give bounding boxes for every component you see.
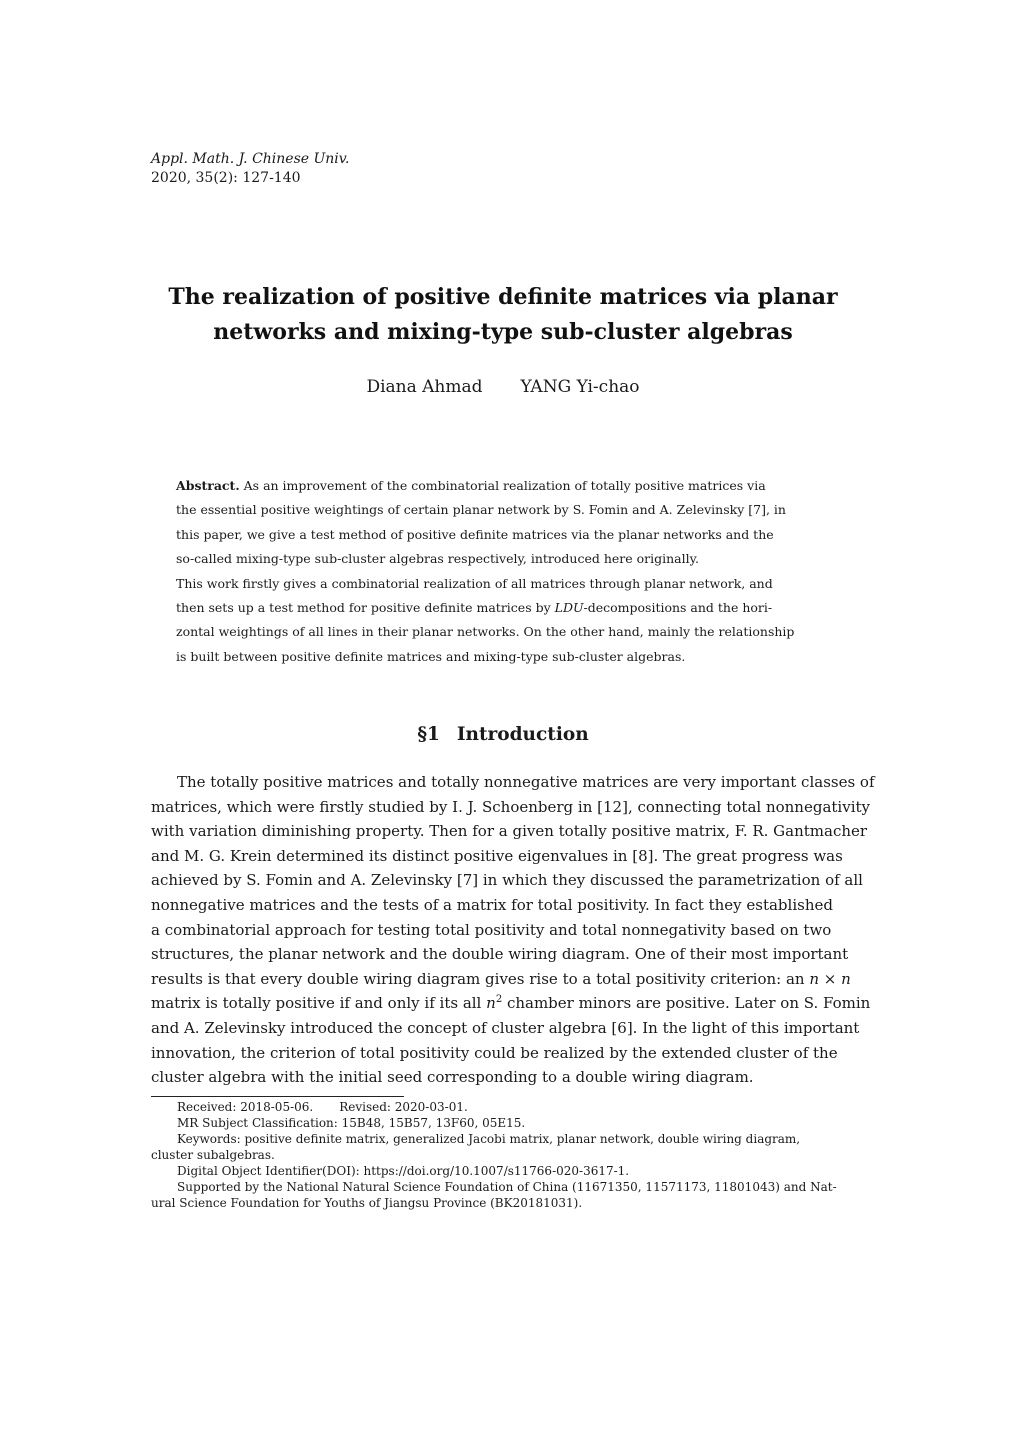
author-2: YANG Yi-chao [520,377,640,397]
abstract-line: so-called mixing-type sub-cluster algebras respectively, introduced here originally. [176,551,699,567]
footnotes [151,1099,856,1211]
footnote-support-cont: ural Science Foundation for Youths of Jiangsu Province (BK20181031). [151,1196,583,1210]
body-line: with variation diminishing property. Then for a given totally positive matrix, F. R. Gantmacher [151,822,868,841]
section-title: Introduction [456,724,589,745]
abstract [176,474,831,669]
abstract-line: this paper, we give a test method of positive definite matrices via the planar networks and the [176,526,774,542]
body-line: and A. Zelevinsky introduced the concept of cluster algebra [6]. In the light of this important [151,1018,860,1037]
abstract-line: zontal weightings of all lines in their planar networks. On the other hand, mainly the relationship [176,624,795,640]
journal-name: Appl. Math. J. Chinese Univ. [151,151,350,167]
footnote-support: Supported by the National Natural Science Foundation of China (11671350, 11571173, 11801043) and Nat- [177,1180,837,1194]
footnote-keywords: Keywords: positive definite matrix, generalized Jacobi matrix, planar network, double wiring diagram, [177,1132,801,1146]
footnote-msc: MR Subject Classification: 15B48, 15B57, 13F60, 05E15. [177,1116,526,1130]
ldu-math: LDU [554,600,584,616]
author-list [0,377,1006,397]
abstract-line: then sets up a test method for positive definite matrices by LDU-decompositions and the hori- [176,600,773,616]
footnote-rule [151,1096,404,1097]
section-heading [0,724,1006,745]
body-line: results is that every double wiring diagram gives rise to a total positivity criterion: an n × n [151,969,851,988]
abstract-line: Abstract. As an improvement of the combinatorial realization of totally positive matrices via [176,478,766,493]
body-line: innovation, the criterion of total positivity could be realized by the extended cluster of the [151,1043,838,1062]
footnote-keywords-cont: cluster subalgebras. [151,1148,275,1162]
n-math: n [486,994,496,1013]
exponent: 2 [495,994,503,1006]
journal-citation: 2020, 35(2): 127-140 [151,170,301,186]
body-text [151,770,875,1090]
journal-header [151,150,349,188]
abstract-line: is built between positive definite matrices and mixing-type sub-cluster algebras. [176,648,686,664]
body-line: The totally positive matrices and totally nonnegative matrices are very important classes of [177,773,875,791]
body-line: matrix is totally positive if and only if its all $n^2$ chamber minors are positive. Later on S. Fomin [151,994,871,1013]
body-line: cluster algebra with the initial seed corresponding to a double wiring diagram. [151,1068,754,1087]
title-line-2: networks and mixing-type sub-cluster algebras [213,319,793,345]
abstract-line: This work firstly gives a combinatorial realization of all matrices through planar network, and [176,575,773,591]
body-line: a combinatorial approach for testing total positivity and total nonnegativity based on two [151,920,832,939]
body-line: and M. G. Krein determined its distinct positive eigenvalues in [8]. The great progress was [151,846,843,865]
nxn-math: n × n [809,969,851,988]
footnote-dates: Received: 2018-05-06. Revised: 2020-03-01. [177,1100,468,1114]
body-line: matrices, which were firstly studied by I. J. Schoenberg in [12], connecting total nonnegativity [151,797,870,816]
section-number: §1 [417,724,440,745]
body-line: structures, the planar network and the double wiring diagram. One of their most important [151,945,849,964]
abstract-line: the essential positive weightings of certain planar network by S. Fomin and A. Zelevinsky [7], in [176,502,786,518]
author-1: Diana Ahmad [366,377,483,397]
body-line: achieved by S. Fomin and A. Zelevinsky [7] in which they discussed the parametrization of all [151,871,863,890]
footnote-doi: Digital Object Identifier(DOI): https://doi.org/10.1007/s11766-020-3617-1. [177,1164,630,1178]
title-line-1: The realization of positive definite matrices via planar [168,284,838,310]
body-line: nonnegative matrices and the tests of a matrix for total positivity. In fact they established [151,895,833,914]
paper-title [100,280,906,350]
abstract-label: Abstract. [176,478,240,493]
